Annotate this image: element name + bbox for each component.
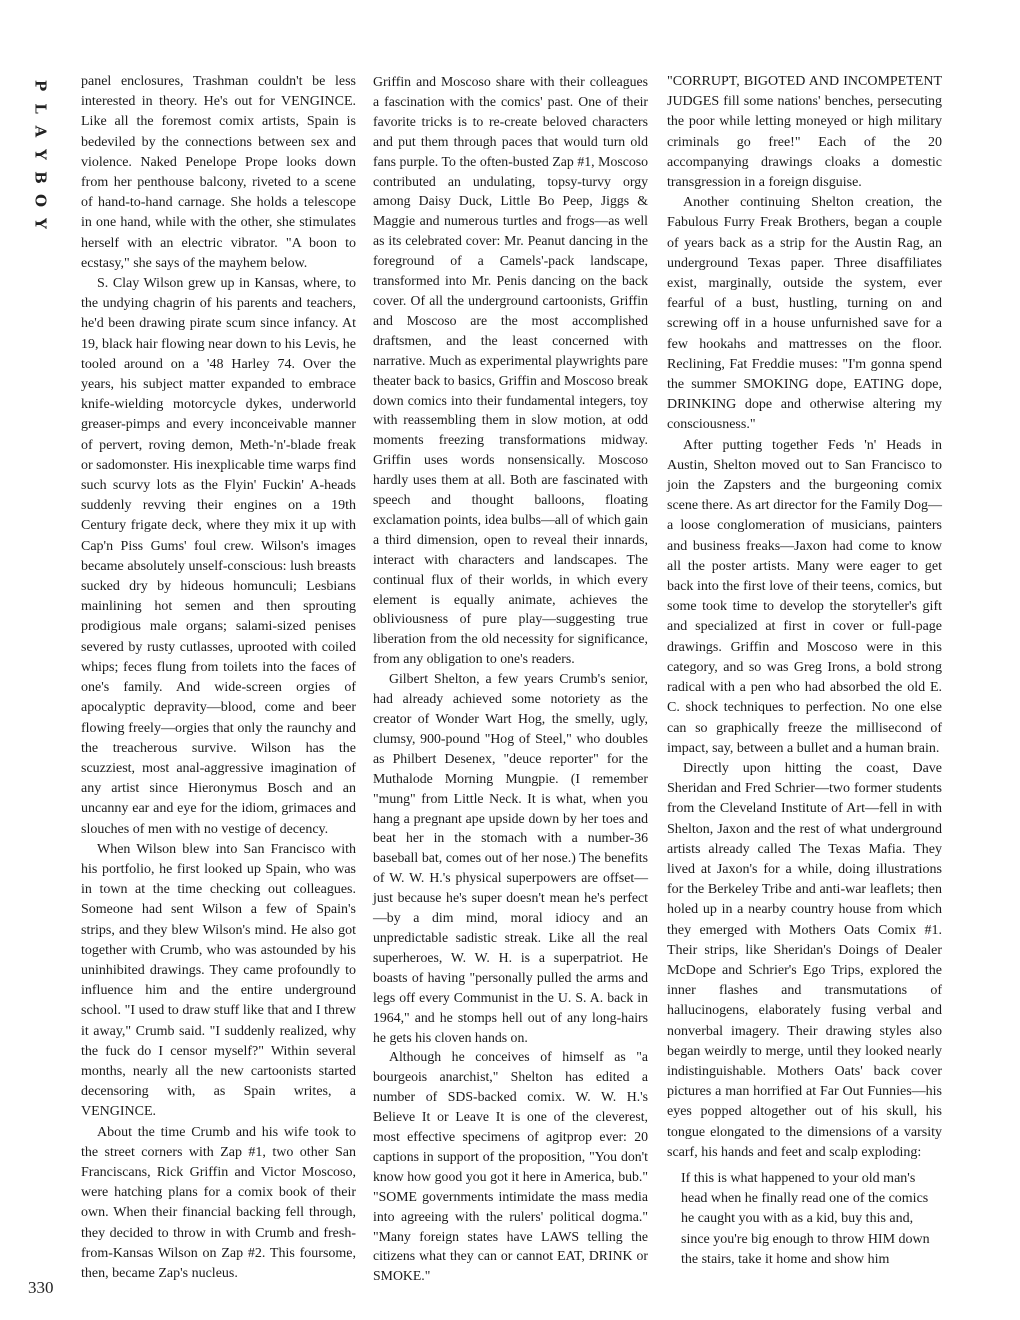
article-paragraph: Another continuing Shelton creation, the Fabulous Furry Freak Brothers, began a couple of years back as a strip for the Austin Rag, an underground Texas paper. Three disaffiliates exist, marginally, outside the system, ever fearful of a bust, hustling, turning on and screwing off in a house unfurnished save for a few hookahs and mattresses on the floor. Reclining, Fat Freddie muses: "I'm gonna spend the summer SMOKING dope, EATING dope, DRINKING dope and otherwise altering my consciousness." <box>667 195 942 433</box>
article-paragraph: Although he conceives of himself as "a bourgeois anarchist," Shelton has edited a number of SDS-backed comix. W. W. H.'s Believe It or Leave It is one of the cleverest, most effective specimens of agitprop ever: 20 captions in support of the proposition, "You don't know how good you got it here in America, bub." "SOME governments intimidate the mass media into agreeing with the rulers' political dogma." "Many foreign states have LAWS telling the citizens what they can or cannot EAT, DRINK or SMOKE." <box>373 1049 648 1284</box>
article-column-2 <box>373 72 648 1286</box>
article-paragraph: After putting together Feds 'n' Heads in Austin, Shelton moved out to San Francisco to join the Zapsters and the burgeoning comix scene there. As art director for the Family Dog—a loose conglomeration of musicians, painters and business freaks—Jaxon had come to know all the poster artists. Many were eager to get back into the first love of their teens, comics, but some took time to develop the storyteller's gift and specialized at first in cover or full-page drawings. Griffin and Moscoso were in this category, and so was Greg Irons, a bold strong radical with a pen who had absorbed the old E. C. shock techniques to perfection. No one else can so graphically freeze the millisecond of impact, say, between a bullet and a human brain. <box>667 437 942 756</box>
side-label-letter: Y <box>31 218 50 229</box>
side-label-letter: P <box>31 79 50 92</box>
magazine-side-label <box>30 74 50 235</box>
side-label-letter: Y <box>31 149 50 160</box>
page-number: 330 <box>28 1278 54 1297</box>
side-label-letter: B <box>31 171 50 184</box>
article-paragraph: Gilbert Shelton, a few years Crumb's senior, had already achieved some notoriety as the creator of Wonder Wart Hog, the smelly, ugly, clumsy, 900-pound "Hog of Steel," who doubles as Philbert Desenex, "deuce reporter" for the Muthalode Morning Mungpie. (I remember "mung" from Little Neck. It is what, when you hang a pregnant ape upside down by her toes and beat her in the stomach with a number-36 baseball bat, comes out of her nose.) The benefits of W. W. H.'s physical superpowers are offset—just because he's super doesn't mean he's perfect—by a dim mind, moral idiocy and an unpredictable sadistic streak. Like all the real superheroes, W. W. H. is a superpatriot. He boasts of having "personally pulled the arms and legs off every Communist in the U. S. A. back in 1964," and he stomps hell out of any long-hairs he gets his cloven hands on. <box>373 671 648 1045</box>
article-paragraph: "CORRUPT, BIGOTED AND INCOMPETENT JUDGES fill some nations' benches, persecuting the poor while letting moneyed or high military criminals go free!" Each of the 20 accompanying drawings cloaks a domestic transgression in a foreign disguise. <box>667 74 942 191</box>
article-column-1 <box>81 72 356 1284</box>
article-paragraph: Directly upon hitting the coast, Dave Sheridan and Fred Schrier—two former students from the Cleveland Institute of Art—fell in with Shelton, Jaxon and the rest of what underground artists already called The Texas Mafia. They lived at Jaxon's for a while, doing illustrations for the Berkeley Tribe and anti-war leaflets; then holed up in a nearby country house from which they emerged with Mothers Oats Comix #1. Their strips, like Sheridan's Doings of Dealer McDope and Schrier's Ego Trips, explored the inner flashes and transmutations of hallucinogens, elaborately fusing verbal and nonverbal imagery. Their drawing styles also began weirdly to merge, until they looked nearly indistinguishable. Mothers Oats' back cover pictures a man horrified at Far Out Funnies—his eyes popped altogether out of his skull, his tongue elongated to the dimensions of a varsity scarf, his hands and feet and scalp exploding: <box>667 760 942 1160</box>
side-label-letter: L <box>31 103 50 114</box>
article-paragraph: panel enclosures, Trashman couldn't be less interested in theory. He's out for VENGINCE. Like all the foremost comix artists, Spain is bedeviled by the connections between sex and violence. Naked Penelope Prope looks down from her penthouse balcony, riveted to a scene of hand-to-hand carnage. She holds a telescope in one hand, while with the other, she stimulates herself with an electric vibrator. "A boon to ecstasy," she says of the mayhem below. <box>81 74 356 271</box>
block-quote <box>667 1169 942 1270</box>
article-paragraph: S. Clay Wilson grew up in Kansas, where, to the undying chagrin of his parents and teachers, he'd been drawing pirate scum since infancy. At 19, black hair flowing near down to his Levis, he tooled around on a '48 Harley 74. Over the years, his subject matter expanded to embrace knife-wielding motorcycle dykes, underworld greaser-pimps and every inconceivable manner of pervert, roving demon, Meth-'n'-blade freak or sadomonster. His inexplicable time warps find such scurvy lots as the Flyin' Fuckin' A-heads suddenly revving their engines on a 19th Century frigate deck, where they mix it up with Cap'n Piss Gums' foul crew. Wilson's images became absolutely unself-conscious: lush breasts sucked dry by hideous homunculi; Lesbians mainlining hot semen and then sprouting prodigious male organs; salami-sized penises severed by rusty cutlasses, uprooted with coiled whips; feces flung from toilets into the faces of one's family. And wide-screen orgies of apocalyptic depravity—blood, come and beer flowing freely—orgies that only the raunchy and the treacherous survive. Wilson has the scuzziest, most anal-aggressive imagination of any artist since Hieronymus Bosch and an uncanny ear and eye for the idiom, grimaces and slouches of men with no vestige of decency. <box>81 276 356 837</box>
article-paragraph: About the time Crumb and his wife took to the street corners with Zap #1, two other San Franciscans, Rick Griffin and Victor Moscoso, were hatching plans for a comix book of their own. When their financial backing fell through, they decided to throw in with Crumb and fresh-from-Kansas Wilson on Zap #2. This foursome, then, became Zap's nucleus. <box>81 1124 356 1281</box>
article-paragraph: Griffin and Moscoso share with their colleagues a fascination with the comics' past. One of their favorite tricks is to re-create beloved characters and put them through paces that would turn old fans purple. To the often-busted Zap #1, Moscoso contributed an undulating, topsy-turvy orgy among Daisy Duck, Little Bo Peep, Jiggs & Maggie and numerous turtles and frogs—as well as its celebrated cover: Mr. Peanut dancing in the foreground of a Camels'-pack landscape, transformed into Mr. Penis dancing on the back cover. Of all the underground cartoonists, Griffin and Moscoso are the most accomplished draftsmen, and the least concerned with narrative. Much as experimental playwrights pare theater back to basics, Griffin and Moscoso break down comics into their fundamental integers, toy with reassembling them in slow motion, at odd moments freezing transformations midway. Griffin uses words nonsensically. Moscoso hardly uses them at all. Both are fascinated with speech and thought balloons, floating exclamation points, idea bulbs—all of which gain a third dimension, open to reveal their innards, interact with characters and landscapes. The continual flux of their worlds, in which every element is equally animate, achieves the obliviousness of pure play—suggesting true liberation from the old necessity for significance, from any obligation to one's readers. <box>373 74 648 667</box>
article-column-3 <box>667 72 942 1270</box>
block-quote-text: If this is what happened to your old man's head when he finally read one of the comics he caught you with as a kid, buy this and, since you're big enough to throw HIM down the stairs, take it home and show him <box>681 1170 930 1267</box>
side-label-letter: O <box>31 193 50 208</box>
article-paragraph: When Wilson blew into San Francisco with his portfolio, he first looked up Spain, who was in town at the time checking out colleagues. Someone had sent Wilson a few of Spain's strips, and they blew Wilson's mind. He also got together with Crumb, who was astounded by his uninhibited drawings. They came profoundly to influence him and the entire underground school. "I used to draw stuff like that and I threw it away," Crumb said. "I suddenly realized, why the fuck do I censor myself?" Within several months, nearly all the new cartoonists started decensoring with, as Spain writes, a VENGINCE. <box>81 841 356 1120</box>
side-label-letter: A <box>31 125 50 138</box>
